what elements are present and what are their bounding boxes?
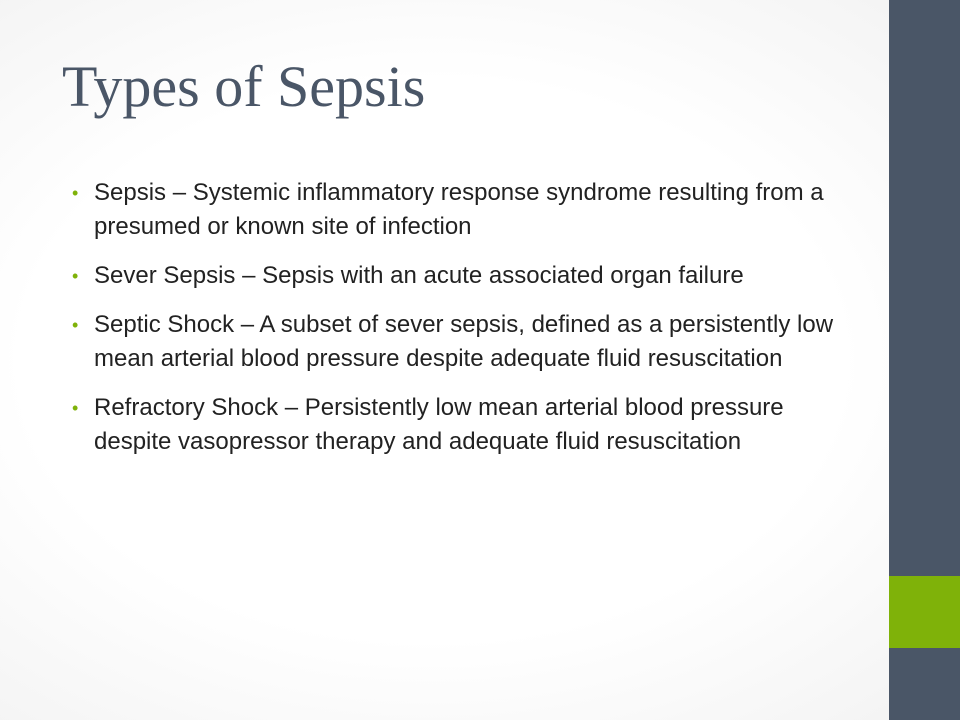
bullet-dot-icon: • (72, 183, 79, 203)
slide-title: Types of Sepsis (62, 54, 426, 119)
bullet-text: Sever Sepsis – Sepsis with an acute associated organ failure (94, 262, 744, 289)
bullet-dot-icon: • (72, 398, 79, 418)
bullet-text: Sepsis – Systemic inflammatory response syndrome resulting from a presumed or known site of infection (94, 179, 824, 240)
sidebar-accent-block (889, 576, 960, 648)
bullet-item-refractory-shock (72, 391, 862, 459)
bullet-item-severe-sepsis (72, 259, 862, 293)
bullet-list (72, 176, 862, 474)
bullet-text: Septic Shock – A subset of sever sepsis, defined as a persistently low mean arterial blood pressure despite adequate fluid resuscitation (94, 311, 834, 372)
bullet-text: Refractory Shock – Persistently low mean arterial blood pressure despite vasopressor therapy and adequate fluid resuscitation (94, 394, 784, 455)
bullet-dot-icon: • (72, 266, 79, 286)
bullet-dot-icon: • (72, 315, 79, 335)
bullet-item-septic-shock (72, 308, 862, 376)
bullet-item-sepsis (72, 176, 862, 244)
